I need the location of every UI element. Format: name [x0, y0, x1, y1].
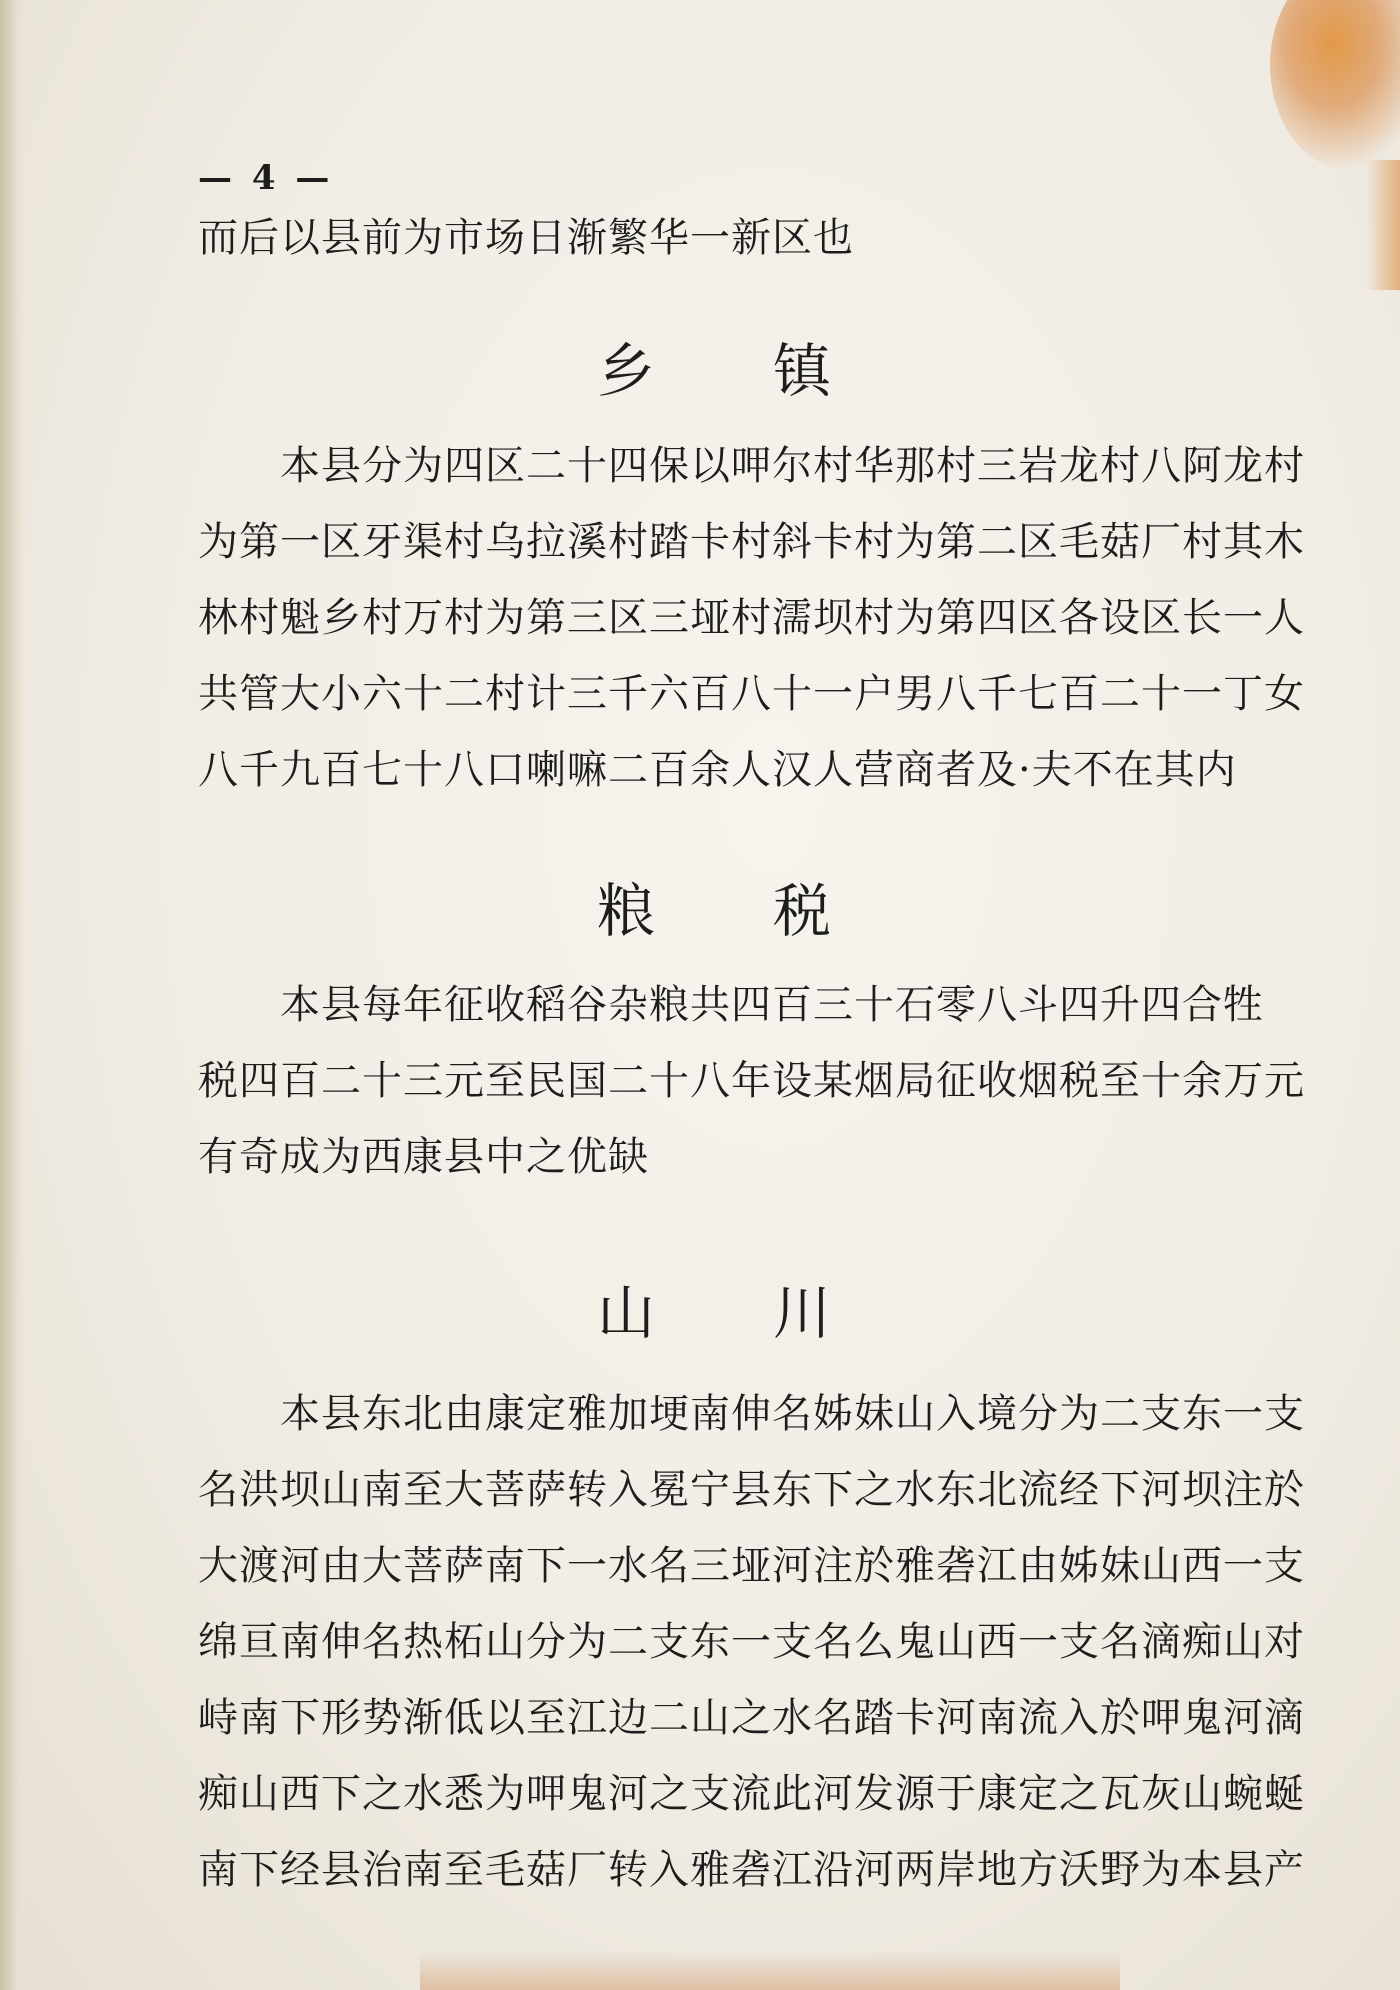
heading-char: 山 [596, 1279, 657, 1347]
text-line: 绵亘南伸名热柘山分为二支东一支名么鬼山西一支名滴痴山对 [198, 1619, 1305, 1665]
text-line: 本县分为四区二十四保以呷尔村华那村三岩龙村八阿龙村 [280, 443, 1305, 489]
heading-char: 粮 [596, 877, 657, 945]
binding-edge-shadow [0, 0, 26, 1990]
text-line: 峙南下形势渐低以至江边二山之水名踏卡河南流入於呷鬼河滴 [198, 1695, 1305, 1741]
text-line: 而后以县前为市场日渐繁华一新区也 [198, 215, 854, 261]
text-line: 有奇成为西康县中之优缺 [198, 1134, 649, 1180]
heading-char: 川 [773, 1279, 834, 1347]
text-line: 南下经县治南至毛菇厂转入雅砻江沿河两岸地方沃野为本县产 [198, 1847, 1305, 1893]
text-line: 为第一区牙渠村乌拉溪村踏卡村斜卡村为第二区毛菇厂村其木 [198, 519, 1305, 565]
section-heading-liangshui [0, 876, 1400, 946]
text-line: 本县东北由康定雅加埂南伸名姊妹山入境分为二支东一支 [280, 1391, 1305, 1437]
text-line: 共管大小六十二村计三千六百八十一户男八千七百二十一丁女 [198, 671, 1305, 717]
heading-char: 税 [773, 877, 834, 945]
text-line: 痴山西下之水悉为呷鬼河之支流此河发源于康定之瓦灰山蜿蜒 [198, 1771, 1305, 1817]
text-line: 本县每年征收稻谷杂粮共四百三十石零八斗四升四合牲 [280, 982, 1264, 1028]
text-line: 林村魁乡村万村为第三区三垭村濡坝村为第四区各设区长一人 [198, 595, 1305, 641]
heading-char: 镇 [773, 337, 834, 405]
section-paragraph-shanchuan [198, 1376, 1305, 1908]
paper-stain [420, 1950, 1120, 1990]
text-line: 八千九百七十八口喇嘛二百余人汉人营商者及·夫不在其内 [198, 747, 1237, 793]
text-line: 大渡河由大菩萨南下一水名三垭河注於雅砻江由姊妹山西一支 [198, 1543, 1305, 1589]
paper-stain [1270, 0, 1400, 170]
section-paragraph-liangshui [198, 967, 1305, 1195]
section-paragraph-xiangzhen [198, 428, 1305, 808]
section-heading-xiangzhen [0, 336, 1400, 406]
page-number: — 4 — [198, 158, 334, 198]
text-line: 税四百二十三元至民国二十八年设某烟局征收烟税至十余万元 [198, 1058, 1305, 1104]
paper-stain [1366, 160, 1400, 290]
intro-paragraph [198, 200, 1238, 276]
heading-char: 乡 [596, 337, 657, 405]
text-line: 名洪坝山南至大菩萨转入冕宁县东下之水东北流经下河坝注於 [198, 1467, 1305, 1513]
section-heading-shanchuan [0, 1278, 1400, 1348]
